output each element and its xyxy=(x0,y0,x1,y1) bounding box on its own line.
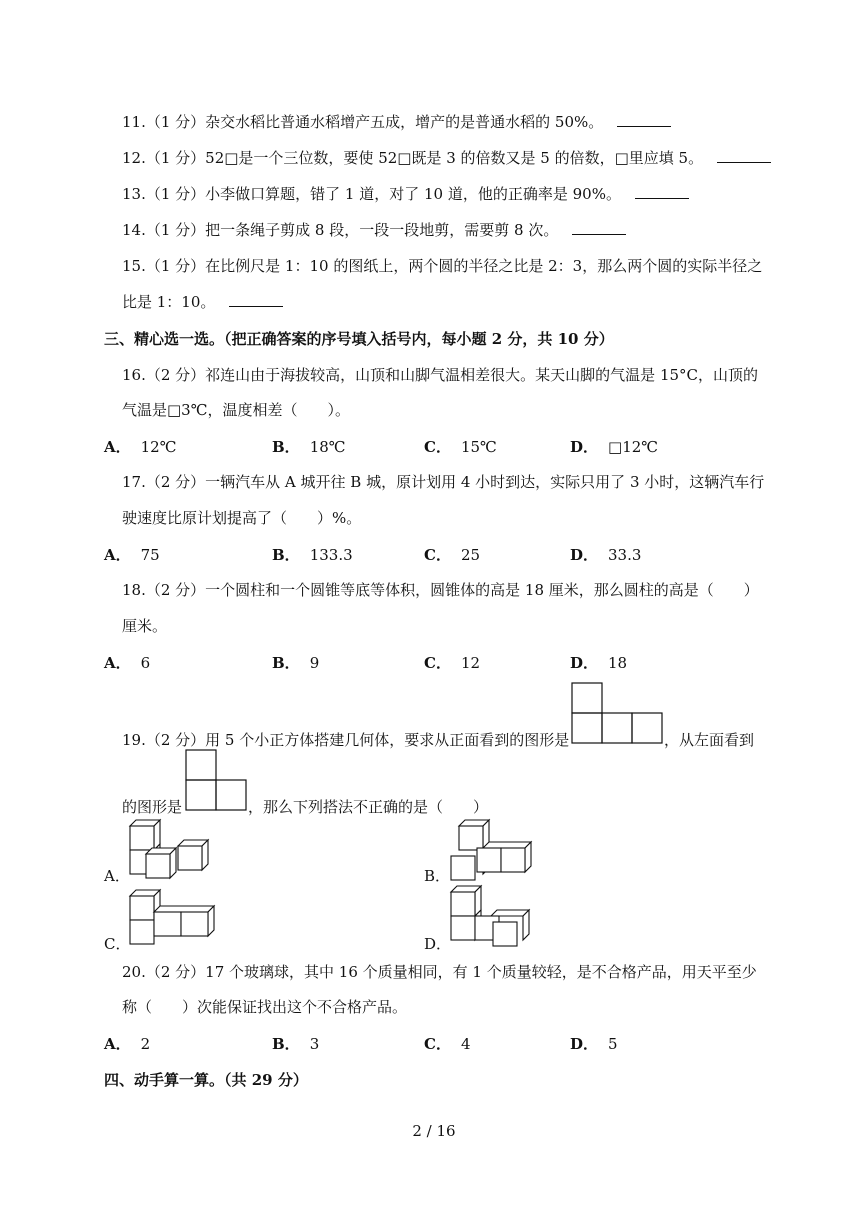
option-b-cube-figure xyxy=(449,818,533,882)
question-17-line2: 驶速度比原计划提高了（ ）%。 xyxy=(122,509,362,527)
answer-blank[interactable] xyxy=(229,292,283,307)
option-b[interactable]: B． 133.3 xyxy=(272,546,353,564)
option-d[interactable]: D． □12℃ xyxy=(570,438,659,456)
section-3-title: 三、精心选一选。（把正确答案的序号填入括号内，每小题 2 分，共 10 分） xyxy=(104,330,614,348)
option-d[interactable]: D． 18 xyxy=(570,654,628,672)
option-a[interactable]: A． 2 xyxy=(104,1035,151,1053)
option-d-cube-figure xyxy=(449,884,533,948)
section-4-title: 四、动手算一算。（共 29 分） xyxy=(104,1071,308,1089)
question-19-line1b: ，从左面看到 xyxy=(664,731,755,749)
option-a[interactable]: A． 75 xyxy=(104,546,160,564)
question-18-line1: 18.（2 分）一个圆柱和一个圆锥等底等体积，圆锥体的高是 18 厘米，那么圆柱的高是（ ） xyxy=(122,581,759,599)
question-13-text: 13.（1 分）小李做口算题，错了 1 道，对了 10 道，他的正确率是 90%。 xyxy=(122,185,621,203)
option-a[interactable]: A． xyxy=(104,867,130,885)
question-19-line2a: 的图形是 xyxy=(122,798,183,816)
option-b[interactable]: B． 9 xyxy=(272,654,320,672)
option-c-cube-figure xyxy=(128,888,218,948)
answer-blank[interactable] xyxy=(717,148,771,163)
question-12-text: 12.（1 分）52□是一个三位数，要使 52□既是 3 的倍数又是 5 的倍数，□里应填 5。 xyxy=(122,149,704,167)
question-14-text: 14.（1 分）把一条绳子剪成 8 段，一段一段地剪，需要剪 8 次。 xyxy=(122,221,559,239)
option-c[interactable]: C． 12 xyxy=(424,654,481,672)
question-15-line1: 15.（1 分）在比例尺是 1：10 的图纸上，两个圆的半径之比是 2：3，那么两个圆的实际半径之 xyxy=(122,257,763,275)
answer-blank[interactable] xyxy=(617,112,671,127)
question-20-line1: 20.（2 分）17 个玻璃球，其中 16 个质量相同，有 1 个质量较轻，是不合格产品，用天平至少 xyxy=(122,963,757,981)
question-11-text: 11.（1 分）杂交水稻比普通水稻增产五成，增产的是普通水稻的 50%。 xyxy=(122,113,604,131)
option-d[interactable]: D． 33.3 xyxy=(570,546,642,564)
option-c[interactable]: C． 4 xyxy=(424,1035,471,1053)
question-17-line1: 17.（2 分）一辆汽车从 A 城开往 B 城，原计划用 4 小时到达，实际只用了 3 小时，这辆汽车行 xyxy=(122,473,765,491)
question-20-line2: 称（ ）次能保证找出这个不合格产品。 xyxy=(122,998,408,1016)
option-a-cube-figure xyxy=(128,818,212,882)
question-19-line2b: ，那么下列搭法不正确的是（ ） xyxy=(248,798,489,816)
question-18-line2: 厘米。 xyxy=(122,617,168,635)
option-d[interactable]: D． xyxy=(424,935,452,953)
option-c[interactable]: C． 15℃ xyxy=(424,438,497,456)
left-view-figure xyxy=(185,749,247,811)
page-number: 2 / 16 xyxy=(412,1122,456,1140)
question-15-line2-text: 比是 1：10。 xyxy=(122,293,216,311)
question-14 xyxy=(122,220,626,240)
option-a[interactable]: A． 12℃ xyxy=(104,438,177,456)
answer-blank[interactable] xyxy=(572,220,626,235)
option-c[interactable]: C． xyxy=(104,935,131,953)
question-16-line1: 16.（2 分）祁连山由于海拔较高，山顶和山脚气温相差很大。某天山脚的气温是 15°C，山顶的 xyxy=(122,366,759,384)
option-b[interactable]: B． 18℃ xyxy=(272,438,346,456)
question-16-line2: 气温是□3℃，温度相差（ ）。 xyxy=(122,401,350,419)
front-view-figure xyxy=(571,682,663,744)
question-15-line2 xyxy=(122,292,283,312)
answer-blank[interactable] xyxy=(635,184,689,199)
option-a[interactable]: A． 6 xyxy=(104,654,151,672)
question-13 xyxy=(122,184,689,204)
question-12 xyxy=(122,148,771,168)
option-b[interactable]: B． xyxy=(424,867,451,885)
question-19-line1a: 19.（2 分）用 5 个小正方体搭建几何体，要求从正面看到的图形是 xyxy=(122,731,570,749)
question-11 xyxy=(122,112,671,132)
option-b[interactable]: B． 3 xyxy=(272,1035,320,1053)
option-c[interactable]: C． 25 xyxy=(424,546,481,564)
option-d[interactable]: D． 5 xyxy=(570,1035,618,1053)
